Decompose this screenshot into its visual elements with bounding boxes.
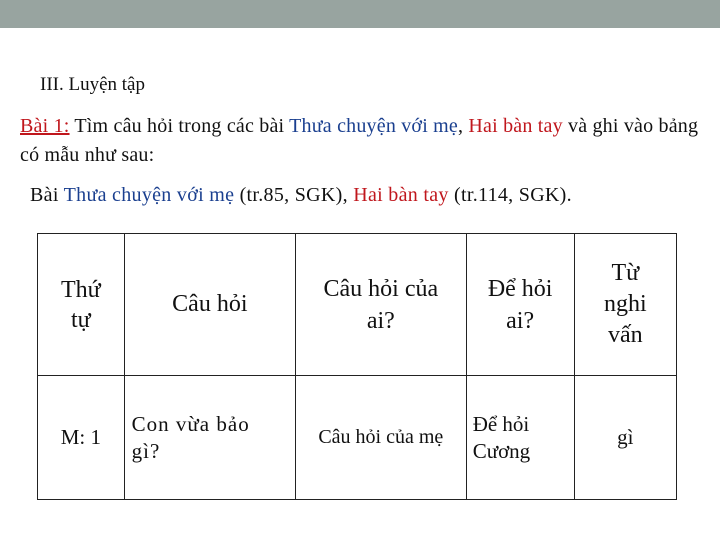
table-row — [38, 376, 677, 500]
source-ref-2: (tr.114, SGK). — [448, 184, 572, 206]
header-whose-question: Câu hỏi của ai? — [323, 275, 439, 334]
header-to-ask-cell — [466, 234, 574, 376]
header-to-ask: Để hỏi ai? — [487, 275, 553, 334]
row-to-ask-cell — [466, 376, 574, 500]
header-order: Thứ tự — [60, 276, 101, 333]
section-title: III. Luyện tập — [40, 74, 145, 95]
header-question-cell — [124, 234, 295, 376]
row-question-word: gì — [617, 425, 634, 449]
header-order-cell — [38, 234, 125, 376]
source-line — [30, 184, 572, 207]
table-header-row — [38, 234, 677, 376]
source-ref-1: (tr.85, SGK), — [234, 184, 354, 206]
row-to-ask: Để hỏi Cương — [472, 411, 531, 463]
header-question-word-cell — [574, 234, 676, 376]
header-whose-question-cell — [295, 234, 466, 376]
exercise-text-1: Tìm câu hỏi trong các bài — [69, 115, 290, 137]
exercise-title-1: Thưa chuyện với mẹ — [289, 115, 458, 137]
row-whose-question-cell — [295, 376, 466, 500]
row-question-word-cell — [574, 376, 676, 500]
row-question: Con vừa bảo gì? — [131, 411, 250, 463]
row-order: M: 1 — [60, 425, 101, 449]
exercise-instruction — [20, 112, 710, 170]
source-title-1: Thưa chuyện với mẹ — [63, 184, 235, 206]
header-question-word: Từ nghi vấn — [603, 260, 647, 348]
row-question-cell — [124, 376, 295, 500]
top-bar — [0, 0, 720, 28]
exercise-text-2: , — [458, 115, 469, 137]
source-prefix: Bài — [30, 184, 64, 206]
header-question: Câu hỏi — [172, 291, 248, 317]
exercise-label: Bài 1: — [20, 115, 70, 137]
source-title-2: Hai bàn tay — [353, 184, 449, 206]
row-whose-question: Câu hỏi của mẹ — [318, 426, 444, 448]
question-table — [37, 233, 677, 500]
exercise-title-2: Hai bàn tay — [468, 115, 563, 137]
exercise-text-3: và ghi vào bảng có mẫu như sau: — [20, 115, 699, 166]
row-order-cell — [38, 376, 125, 500]
